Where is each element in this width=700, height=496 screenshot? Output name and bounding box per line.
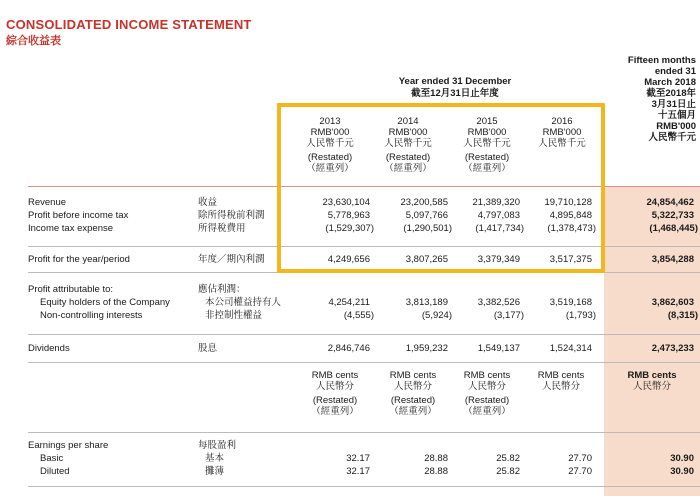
fifteen-months-header-3: March 2018 — [644, 77, 696, 88]
row-label-tax-zh: 所得稅費用 — [198, 223, 246, 234]
row-label-diluted: Diluted — [40, 466, 70, 477]
col-2016-year: 2016 — [551, 116, 573, 127]
col-2016-unit-zh: 人民幣千元 — [538, 138, 586, 149]
row-label-attrib-zh: 應佔利潤： — [198, 284, 246, 295]
cell-diluted-2013: 32.17 — [346, 466, 370, 477]
row-label-diluted-zh: 攤薄 — [205, 466, 225, 477]
cell-equity-2014: 3,813,189 — [405, 297, 448, 308]
cell-tax-2016: (1,378,473) — [547, 223, 596, 234]
row-label-eps-zh: 每股盈利 — [198, 440, 237, 451]
col-2014-year: 2014 — [397, 116, 419, 127]
cell-pbt-2013: 5,778,963 — [327, 210, 370, 221]
page-title: CONSOLIDATED INCOME STATEMENT — [6, 17, 252, 32]
divider-line — [28, 362, 700, 363]
cell-diluted-2016: 27.70 — [568, 466, 592, 477]
page-subtitle: 綜合收益表 — [6, 35, 61, 47]
fifteen-months-header-2: ended 31 — [654, 66, 696, 77]
row-label-basic-zh: 基本 — [205, 453, 225, 464]
cell-tax-2013: (1,529,307) — [325, 223, 374, 234]
fifteen-months-header-5: 3月31日止 — [651, 99, 696, 110]
divider-line — [28, 334, 700, 335]
col-2013-restated-zh: （經重列） — [306, 163, 354, 174]
col-2013-restated: (Restated) — [307, 152, 353, 163]
cell-pbt-2016: 4,895,848 — [549, 210, 592, 221]
col-2013-unit: RMB'000 — [310, 127, 350, 138]
eps-col-2-unit-zh: 人民幣分 — [393, 381, 432, 392]
eps-col-1-unit-zh: 人民幣分 — [315, 381, 354, 392]
col-2015-restated: (Restated) — [464, 152, 510, 163]
cell-revenue-2016: 19,710,128 — [544, 197, 592, 208]
divider-line — [28, 432, 700, 433]
cell-dividends-2016: 1,524,314 — [549, 343, 592, 354]
row-label-tax: Income tax expense — [28, 223, 114, 234]
cell-pbt-2014: 5,097,766 — [405, 210, 448, 221]
cell-basic-2018: 30.90 — [670, 453, 694, 464]
cell-profit-2018: 3,854,288 — [651, 254, 694, 265]
cell-nci-2018: (8,315) — [667, 310, 698, 321]
cell-basic-2014: 28.88 — [424, 453, 448, 464]
cell-equity-2013: 4,254,211 — [328, 297, 370, 308]
col-2014-restated-zh: （經重列） — [384, 163, 432, 174]
col-2014-unit-zh: 人民幣千元 — [384, 138, 432, 149]
eps-col-2-restated-zh: （經重列） — [389, 406, 437, 417]
eps-col-1-restated-zh: （經重列） — [311, 406, 359, 417]
row-label-profit: Profit for the year/period — [28, 254, 130, 265]
eps-col-2-unit: RMB cents — [389, 370, 437, 381]
cell-tax-2014: (1,290,501) — [403, 223, 452, 234]
row-label-pbt-zh: 除所得稅前利潤 — [198, 210, 265, 221]
cell-profit-2014: 3,807,265 — [405, 254, 448, 265]
col-2013-unit-zh: 人民幣千元 — [306, 138, 354, 149]
cell-dividends-2014: 1,959,232 — [405, 343, 448, 354]
cell-tax-2018: (1,468,445) — [649, 223, 698, 234]
cell-profit-2015: 3,379,349 — [477, 254, 520, 265]
cell-nci-2014: (5,924) — [421, 310, 452, 321]
fifteen-months-header-4: 截至2018年 — [646, 88, 696, 99]
highlight-box — [277, 103, 605, 273]
cell-equity-2018: 3,862,603 — [651, 297, 694, 308]
eps-col-5-unit: RMB cents — [627, 370, 677, 381]
eps-col-3-unit-zh: 人民幣分 — [467, 381, 506, 392]
eps-col-1-unit: RMB cents — [311, 370, 359, 381]
row-label-pbt: Profit before income tax — [28, 210, 129, 221]
cell-diluted-2015: 25.82 — [496, 466, 520, 477]
col-2014-restated: (Restated) — [385, 152, 431, 163]
cell-diluted-2014: 28.88 — [424, 466, 448, 477]
fifteen-months-header-8: 人民幣千元 — [648, 132, 696, 143]
row-label-dividends-zh: 股息 — [198, 343, 218, 354]
cell-pbt-2018: 5,322,733 — [651, 210, 694, 221]
fifteen-months-header-1: Fifteen months — [627, 55, 696, 66]
cell-dividends-2013: 2,846,746 — [327, 343, 370, 354]
year-group-label-zh: 截至12月31日止年度 — [411, 88, 499, 99]
cell-revenue-2013: 23,630,104 — [322, 197, 370, 208]
row-label-basic: Basic — [40, 453, 64, 464]
cell-nci-2015: (3,177) — [493, 310, 524, 321]
cell-nci-2016: (1,793) — [565, 310, 596, 321]
cell-basic-2013: 32.17 — [346, 453, 370, 464]
col-2015-year: 2015 — [476, 116, 498, 127]
eps-col-4-unit-zh: 人民幣分 — [541, 381, 580, 392]
row-label-eps: Earnings per share — [28, 440, 109, 451]
row-label-attrib: Profit attributable to: — [28, 284, 114, 295]
col-2015-restated-zh: （經重列） — [463, 163, 511, 174]
cell-diluted-2018: 30.90 — [670, 466, 694, 477]
divider-line — [28, 486, 700, 487]
eps-col-4-unit: RMB cents — [537, 370, 585, 381]
cell-dividends-2018: 2,473,233 — [651, 343, 694, 354]
cell-revenue-2014: 23,200,585 — [400, 197, 448, 208]
col-2015-unit: RMB'000 — [467, 127, 507, 138]
eps-col-3-restated: (Restated) — [464, 395, 510, 406]
eps-col-3-restated-zh: （經重列） — [463, 406, 511, 417]
row-label-profit-zh: 年度／期內利潤 — [198, 254, 265, 265]
year-group-label: Year ended 31 December — [398, 76, 512, 87]
fifteen-months-header-6: 十五個月 — [657, 110, 696, 121]
cell-dividends-2015: 1,549,137 — [477, 343, 520, 354]
cell-basic-2015: 25.82 — [496, 453, 520, 464]
cell-basic-2016: 27.70 — [568, 453, 592, 464]
row-label-equity-zh: 本公司權益持有人 — [205, 297, 282, 308]
eps-col-2-restated: (Restated) — [390, 395, 436, 406]
cell-revenue-2015: 21,389,320 — [472, 197, 520, 208]
row-label-dividends: Dividends — [28, 343, 70, 354]
fifteen-months-header-7: RMB'000 — [656, 121, 696, 132]
cell-revenue-2018: 24,854,462 — [646, 197, 694, 208]
eps-col-3-unit: RMB cents — [463, 370, 511, 381]
cell-pbt-2015: 4,797,083 — [477, 210, 520, 221]
col-2013-year: 2013 — [319, 116, 341, 127]
cell-profit-2016: 3,517,375 — [549, 254, 592, 265]
eps-col-1-restated: (Restated) — [312, 395, 358, 406]
col-2016-unit: RMB'000 — [542, 127, 582, 138]
cell-tax-2015: (1,417,734) — [475, 223, 524, 234]
col-2014-unit: RMB'000 — [388, 127, 428, 138]
col-2015-unit-zh: 人民幣千元 — [463, 138, 511, 149]
cell-equity-2016: 3,519,168 — [549, 297, 592, 308]
row-label-nci: Non-controlling interests — [40, 310, 143, 321]
cell-profit-2013: 4,249,656 — [327, 254, 370, 265]
cell-equity-2015: 3,382,526 — [477, 297, 520, 308]
row-label-nci-zh: 非控制性權益 — [205, 310, 263, 321]
cell-nci-2013: (4,555) — [343, 310, 374, 321]
row-label-revenue-zh: 收益 — [198, 197, 218, 208]
row-label-revenue: Revenue — [28, 197, 67, 208]
row-label-equity: Equity holders of the Company — [40, 297, 170, 308]
eps-col-5-unit-zh: 人民幣分 — [632, 381, 671, 392]
